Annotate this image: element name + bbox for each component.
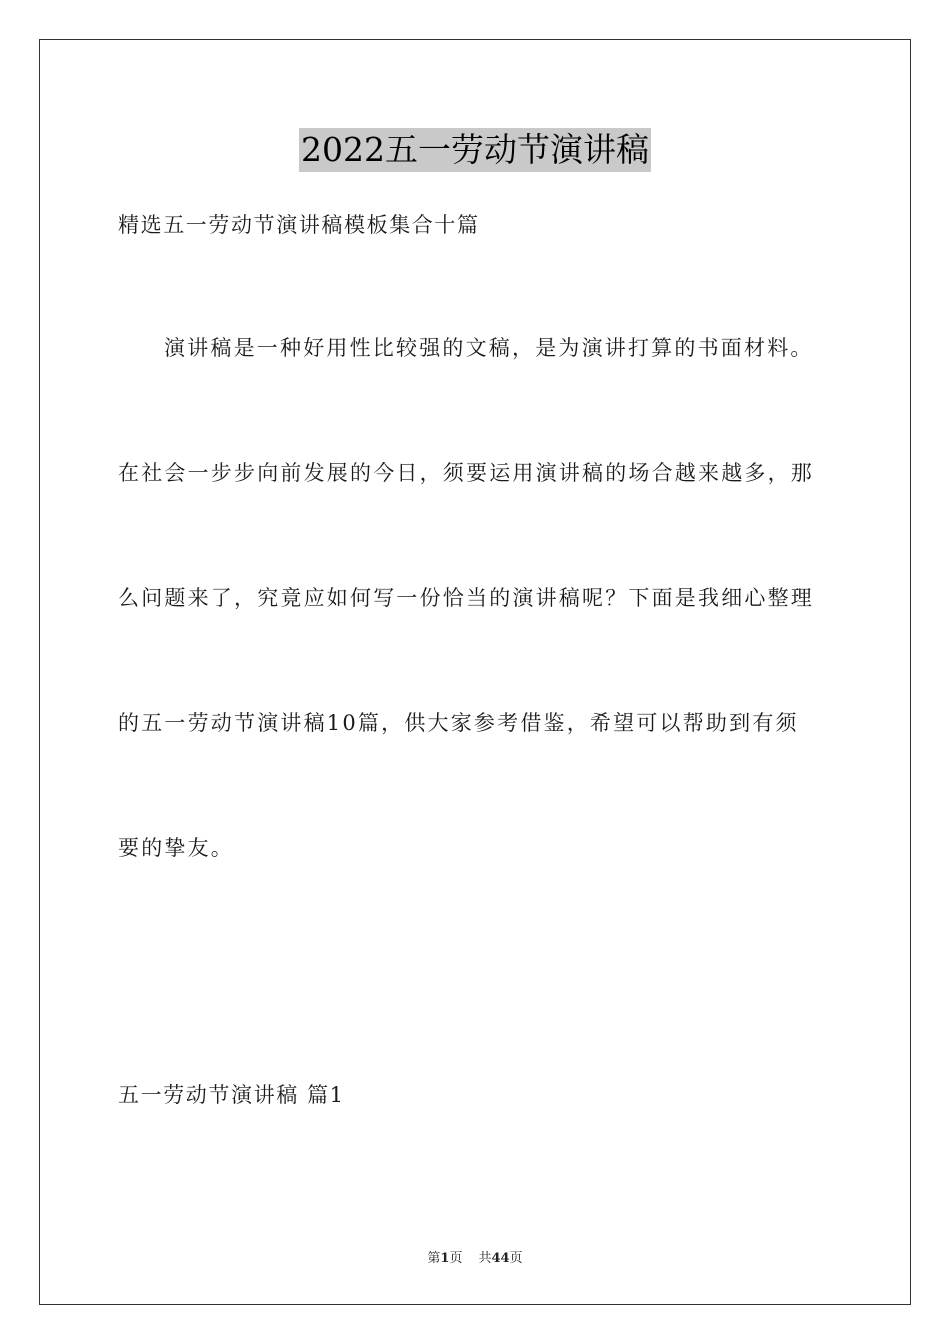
total-prefix: 共 [478,1251,492,1266]
page-total: 44 [491,1251,510,1266]
paragraph-line-2: 在社会一步步向前发展的今日，须要运用演讲稿的场合越来越多，那 [118,461,814,485]
page-suffix: 页 [449,1251,463,1266]
total-suffix: 页 [509,1251,523,1266]
paragraph-line-3: 么问题来了，究竟应如何写一份恰当的演讲稿呢？下面是我细心整理 [118,586,814,610]
page-footer [0,1247,950,1266]
section-heading: 五一劳动节演讲稿 篇1 [118,1083,345,1107]
document-title: 2022五一劳动节演讲稿 [299,128,651,172]
paragraph-line-4: 的五一劳动节演讲稿10篇，供大家参考借鉴，希望可以帮助到有须 [118,711,799,735]
page-prefix: 第 [427,1251,441,1266]
paragraph-line-5: 要的挚友。 [118,836,234,860]
paragraph-line-1: 演讲稿是一种好用性比较强的文稿，是为演讲打算的书面材料。 [164,336,814,360]
title-wrapper [0,128,950,172]
page-current: 1 [440,1251,450,1266]
document-subtitle: 精选五一劳动节演讲稿模板集合十篇 [118,213,480,237]
